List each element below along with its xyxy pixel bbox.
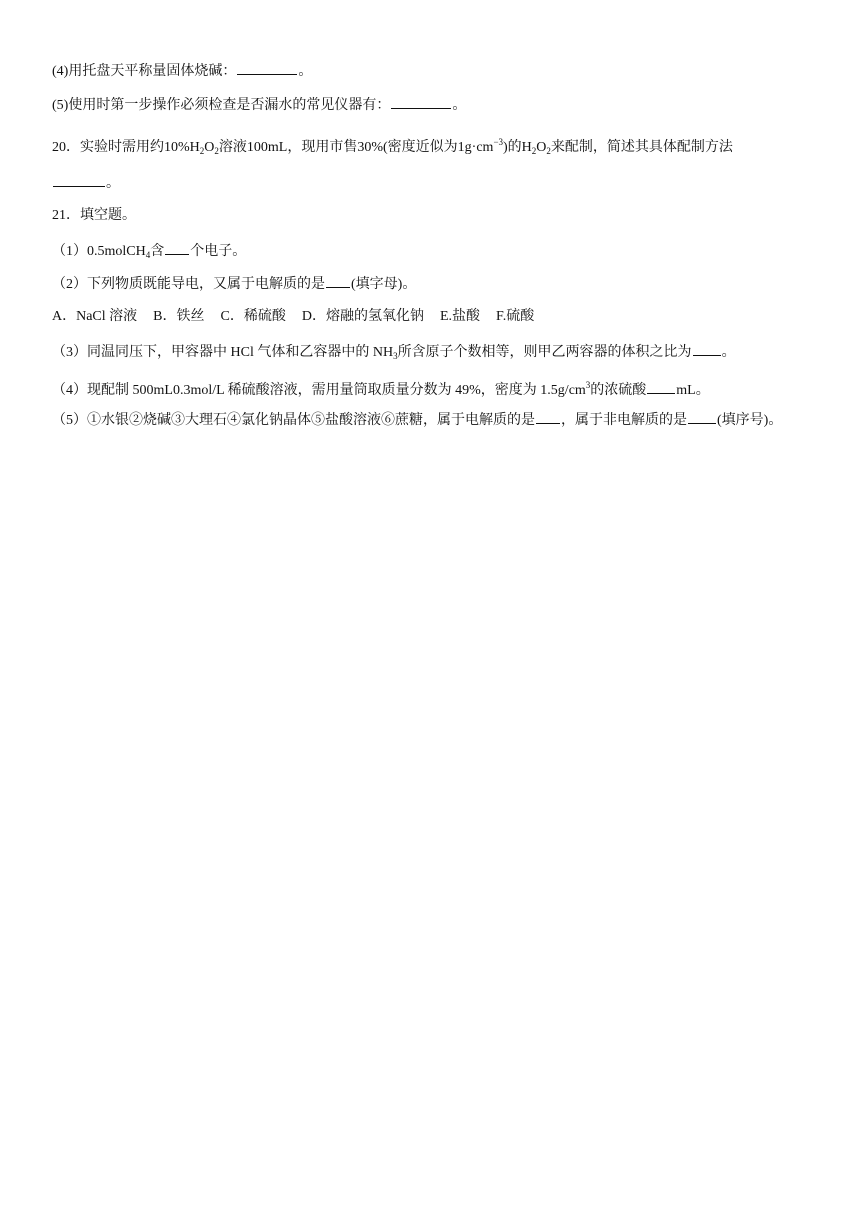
question-21-title (52, 206, 136, 226)
question-21-item-3 (52, 341, 736, 366)
option-c: C．稀硫酸 (220, 309, 286, 324)
subscript: 3 (393, 351, 398, 361)
question-21-options (52, 307, 534, 327)
q21-item2-before: （2）下列物质既能导电，又属于电解质的是 (52, 277, 325, 292)
subscript: 2 (531, 146, 537, 156)
answer-blank[interactable] (647, 379, 675, 394)
q20-text-2: O (204, 140, 215, 155)
q19-item4-text: (4)用托盘天平称量固体烧碱： (52, 64, 237, 79)
q21-title: 21．填空题。 (52, 208, 136, 223)
option-a: A．NaCl 溶液 (52, 309, 138, 324)
q21-item1-before: （1）0.5molCH (52, 244, 146, 259)
q21-item1-mid: 含 (150, 244, 165, 259)
q21-item5-after: (填序号)。 (717, 413, 783, 428)
q20-text-6: 来配制，简述其具体配制方法 (550, 140, 733, 155)
question-21-item-1 (52, 240, 246, 265)
question-21-item-5 (52, 409, 782, 431)
option-f: F.硫酸 (496, 309, 535, 324)
subscript: 2 (546, 146, 551, 156)
option-b: B．铁丝 (153, 309, 205, 324)
q20-number: 20． (52, 140, 80, 155)
subscript: 2 (199, 146, 205, 156)
superscript: −3 (493, 137, 504, 147)
question-19-item-5 (52, 94, 466, 116)
q20-text-3: 溶液100mL，现用市售30%(密度近似为1g·cm (218, 140, 494, 155)
option-e: E.盐酸 (439, 309, 481, 324)
q20-text-5: O (536, 140, 547, 155)
answer-blank[interactable] (536, 409, 560, 424)
answer-blank[interactable] (391, 94, 451, 109)
q20-text-1: 实验时需用约10%H (80, 140, 200, 155)
subscript: 2 (214, 146, 219, 156)
q20-text-4: )的H (503, 140, 532, 155)
answer-blank[interactable] (53, 172, 105, 187)
answer-blank[interactable] (693, 341, 721, 356)
q21-item5-mid: ，属于非电解质的是 (561, 413, 687, 428)
answer-blank[interactable] (165, 240, 189, 255)
superscript: 3 (585, 380, 591, 390)
answer-blank[interactable] (688, 409, 716, 424)
q21-item5-before: （5）①水银②烧碱③大理石④氯化钠晶体⑤盐酸溶液⑥蔗糖，属于电解质的是 (52, 413, 535, 428)
question-20-answer-line (52, 172, 120, 194)
question-20 (52, 132, 733, 161)
answer-blank[interactable] (237, 60, 297, 75)
question-21-item-2 (52, 273, 416, 295)
q21-item1-after: 个电子。 (190, 244, 247, 259)
q21-item2-after: (填字母)。 (351, 277, 417, 292)
q19-item4-end: 。 (298, 64, 313, 79)
q21-item4-after: mL。 (676, 383, 710, 398)
subscript: 4 (145, 250, 151, 260)
q19-item5-text: (5)使用时第一步操作必须检查是否漏水的常见仪器有： (52, 98, 391, 113)
option-d: D．熔融的氢氧化钠 (301, 309, 424, 324)
q21-item4-mid: 的浓硫酸 (590, 383, 647, 398)
q19-item5-end: 。 (452, 98, 467, 113)
q21-item4-before: （4）现配制 500mL0.3mol/L 稀硫酸溶液，需用量筒取质量分数为 49%，密度为 1.5g/cm (52, 383, 586, 398)
q20-end: 。 (106, 176, 120, 191)
q21-item3-before: （3）同温同压下，甲容器中 HCl 气体和乙容器中的 NH (52, 345, 394, 360)
answer-blank[interactable] (326, 273, 350, 288)
question-19-item-4 (52, 60, 312, 82)
q21-item3-after: 。 (721, 345, 736, 360)
question-21-item-4 (52, 375, 710, 401)
q21-item3-mid: 所含原子个数相等，则甲乙两容器的体积之比为 (397, 345, 692, 360)
